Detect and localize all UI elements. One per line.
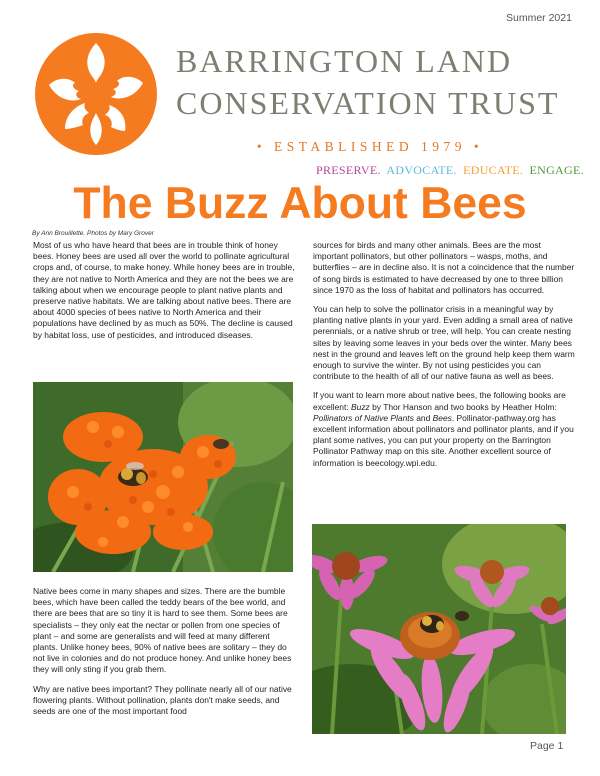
- tagline-preserve: PRESERVE.: [316, 163, 381, 177]
- tagline: [316, 163, 587, 178]
- orange-circle-leaves-logo: [35, 33, 157, 155]
- paragraph: sources for birds and many other animals. Bees are the most important pollinators, but other pollinators – wasps, moths, and butterflies – are in decline also. It is not a coincidence that the number of song birds is estimated to have decreased by one to three billion since 1970 as the loss of habitat and pollinators has occurred.: [313, 240, 575, 295]
- book-title-buzz: Buzz: [351, 401, 370, 412]
- org-name-line2: CONSERVATION TRUST: [176, 85, 560, 121]
- tagline-advocate: ADVOCATE.: [386, 163, 457, 177]
- tagline-engage: ENGAGE.: [529, 163, 584, 177]
- orange-milkweed-with-bumble-bee-photo: [33, 382, 293, 572]
- right-column: [313, 240, 575, 477]
- page-number: Page 1: [530, 740, 564, 752]
- book-title-bees: Bees: [432, 412, 452, 423]
- text-run: . Pollinator-pathway.org has excellent information about pollinators and pollinator plants, and if you plant some natives, you can put your property on the Barrington Pollinator Pathway map on this site. Another excellent source of information is beecology.wpi.edu.: [313, 412, 574, 468]
- article-title: The Buzz About Bees: [73, 179, 527, 228]
- tagline-educate: EDUCATE.: [463, 163, 524, 177]
- org-name-line1: BARRINGTON LAND: [176, 43, 513, 79]
- byline: By Ann Brouillette. Photos by Mary Grover: [32, 230, 154, 237]
- paragraph: You can help to solve the pollinator crisis in a meaningful way by planting native plants in your yard. Even adding a small area of native perennials, or a native shrub or tree, will help. You can create nesting sites by leaving some leaves in your beds over the winter. Many bees nest in the ground and leaves left on the ground help keep them warm enough to survive the winter. By not using pesticides you can contribute to the health of all of our native fauna as well as bees.: [313, 304, 575, 382]
- book-title-pollinators: Pollinators of Native Plants: [313, 412, 414, 423]
- paragraph: Most of us who have heard that bees are in trouble think of honey bees. Honey bees are used all over the world to pollinate agricultural crops and, of course, to make honey. While honey bees are in trouble, they are not native to North America and they are not the bees we are talking about when we encourage people to plant native plants and preserve native habitats. We are talking about native bees. There are about 4000 species of bees native to North America and their populations have declined by as much as 50%. The decline is caused by habitat loss, use of pesticides, and introduced diseases.: [33, 240, 295, 340]
- text-run: by Thor Hanson and two books by Heather Holm:: [369, 401, 557, 412]
- paragraph: Why are native bees important? They pollinate nearly all of our native flowering plants. Without pollination, plants don't make seeds, and seeds are one of the most important food: [33, 683, 292, 717]
- left-column-top: [33, 240, 295, 349]
- paragraph: Native bees come in many shapes and sizes. There are the bumble bees, which have been called the teddy bears of the bee world, and there are bees that are so tiny it is hard to see them. Some bees are specialists – they only eat the nectar or pollen from one species of plant – and some are generalists and will feed at many different plants. Unlike honey bees, 90% of native bees are solitary – they do not live in colonies and do not produce honey. And unlike honey bees they will only sting if you grab them.: [33, 586, 292, 675]
- issue-date: Summer 2021: [506, 12, 572, 24]
- resources-paragraph: [313, 390, 575, 468]
- left-column-bottom: [33, 586, 295, 725]
- text-run: and: [413, 412, 433, 423]
- purple-coneflowers-with-bees-photo: [312, 524, 566, 734]
- text-run: If you want to learn more about native bees, the following books are excellent:: [313, 390, 566, 412]
- established-line: • ESTABLISHED 1979 •: [256, 139, 484, 154]
